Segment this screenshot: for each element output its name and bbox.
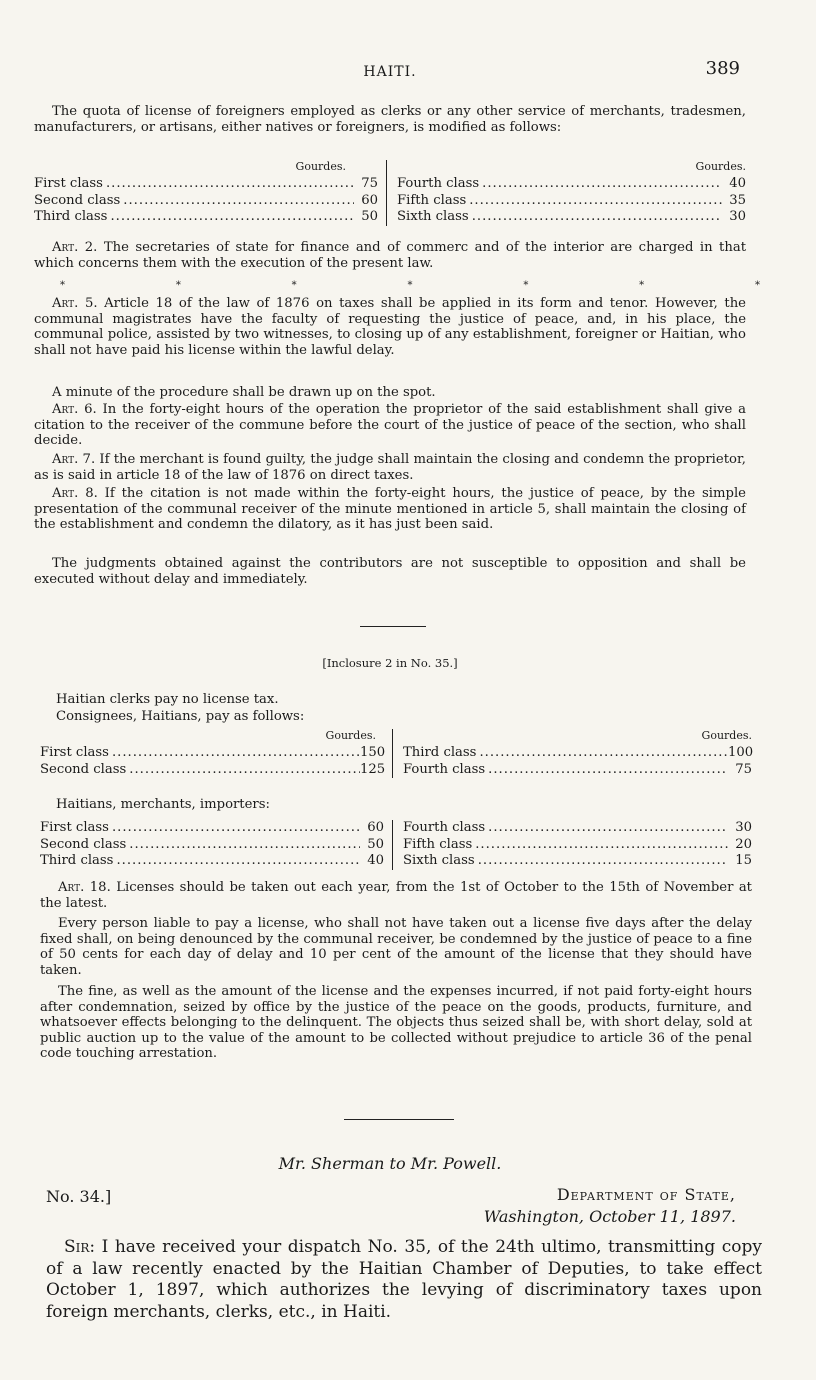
letter-heading: Mr. Sherman to Mr. Powell. <box>278 1154 502 1173</box>
judgments-paragraph: The judgments obtained against the contributors are not susceptible to opposition and shall be executed without delay and immediately. <box>34 556 746 587</box>
article-6: Art. 6. In the forty-eight hours of the operation the proprietor of the said establishment shall give a citation to the receiver of the commune before the court of the justice of peace of the section, who shall decide. <box>34 402 746 449</box>
unit-label: Gourdes. <box>295 160 346 173</box>
inclosure-note: [Inclosure 2 in No. 35.] <box>322 656 458 670</box>
rates-column-right <box>392 729 752 778</box>
rate-row: Sixth class ..... 30 <box>397 209 746 226</box>
haitian-clerks-note: Haitian clerks pay no license tax. <box>56 692 279 707</box>
rate-row: First class ..... 75 <box>34 176 378 193</box>
rate-row: Fifth class ..... 20 <box>403 837 752 854</box>
merchants-intro: Haitians, merchants, importers: <box>56 797 270 812</box>
article-7: Art. 7. If the merchant is found guilty, the judge shall maintain the closing and condemn the proprietor, as is said in article 18 of the law of 1876 on direct taxes. <box>34 452 746 483</box>
fine-paragraph: The fine, as well as the amount of the license and the expenses incurred, if not paid forty-eight hours after condemnation, seized by office by the justice of the peace on the goods, products, furniture, and whatsoever effects belonging to the delinquent. The objects thus seized shall be, with short delay, sold at public auction up to the value of the amount to be collected without prejudice to article 36 of the penal code touching arrestation. <box>40 984 752 1062</box>
ellipsis-stars: * * * * * * * <box>60 280 760 291</box>
unit-label: Gourdes. <box>325 729 376 742</box>
license-rates-table-foreign-clerks <box>34 160 746 236</box>
license-rates-table-merchants <box>40 820 752 872</box>
article-18: Art. 18. Licenses should be taken out each year, from the 1st of October to the 15th of November at the latest. <box>40 880 752 911</box>
rates-column-left <box>40 820 384 870</box>
article-8: Art. 8. If the citation is not made within the forty-eight hours, the justice of peace, by the simple presentation of the communal receiver of the minute mentioned in article 5, shall maintain the closing of the establishment and condemn the dilatory, as it has just been said. <box>34 486 746 533</box>
every-person-paragraph: Every person liable to pay a license, who shall not have taken out a license five days after the delay fixed shall, on being denounced by the communal receiver, be condemned by the justice of peace to a fine of 50 cents for each day of delay and 10 per cent of the amount of the license that they should have taken. <box>40 916 752 978</box>
intro-paragraph: The quota of license of foreigners employed as clerks or any other service of merchants, tradesmen, manufacturers, or artisans, either natives or foreigners, is modified as follows: <box>34 104 746 135</box>
section-divider <box>360 626 426 627</box>
unit-label: Gourdes. <box>701 729 752 742</box>
rate-row: Second class ..... 125 <box>40 762 384 779</box>
rate-row: Third class ..... 40 <box>40 853 384 870</box>
article-2: Art. 2. The secretaries of state for finance and of commerc and of the interior are charged in that which concerns them with the execution of the present law. <box>34 240 746 271</box>
minute-paragraph: A minute of the procedure shall be drawn up on the spot. <box>52 385 436 400</box>
running-title: HAITI. <box>363 64 417 80</box>
rate-row: Third class ..... 50 <box>34 209 378 226</box>
rate-row: Fourth class ..... 75 <box>403 762 752 779</box>
page-header <box>34 58 746 88</box>
rate-row: Fourth class ..... 40 <box>397 176 746 193</box>
letter-body: Sir: I have received your dispatch No. 35, of the 24th ultimo, transmitting copy of a law recently enacted by the Haitian Chamber of Deputies, to take effect October 1, 1897, which authorizes the levying of discriminatory taxes upon foreign merchants, clerks, etc., in Haiti. <box>46 1237 762 1322</box>
consignees-intro: Consignees, Haitians, pay as follows: <box>56 709 305 724</box>
rates-column-right <box>392 820 752 870</box>
rate-row: First class ..... 150 <box>40 745 384 762</box>
unit-label: Gourdes. <box>695 160 746 173</box>
rate-row: Sixth class ..... 15 <box>403 853 752 870</box>
section-divider <box>344 1119 454 1120</box>
dateline: Washington, October 11, 1897. <box>483 1207 736 1226</box>
page-number: 389 <box>705 58 740 79</box>
rate-row: Second class ..... 60 <box>34 193 378 210</box>
rate-row: First class ..... 60 <box>40 820 384 837</box>
rate-row: Fourth class ..... 30 <box>403 820 752 837</box>
rate-row: Third class ..... 100 <box>403 745 752 762</box>
department-line: Department of State, <box>556 1185 736 1204</box>
rates-column-right <box>386 160 746 226</box>
license-rates-table-consignees <box>40 729 752 785</box>
article-5: Art. 5. Article 18 of the law of 1876 on taxes shall be applied in its form and tenor. However, the communal magistrates have the faculty of requesting the justice of peace, and, in his place, the communal police, assisted by two witnesses, to closing up of any establishment, foreigner or Haitian, who shall not have paid his license within the lawful delay. <box>34 296 746 358</box>
dispatch-number: No. 34.] <box>46 1187 112 1206</box>
rate-row: Fifth class ..... 35 <box>397 193 746 210</box>
rates-column-left <box>34 160 378 226</box>
rates-column-left <box>40 729 384 778</box>
rate-row: Second class ..... 50 <box>40 837 384 854</box>
